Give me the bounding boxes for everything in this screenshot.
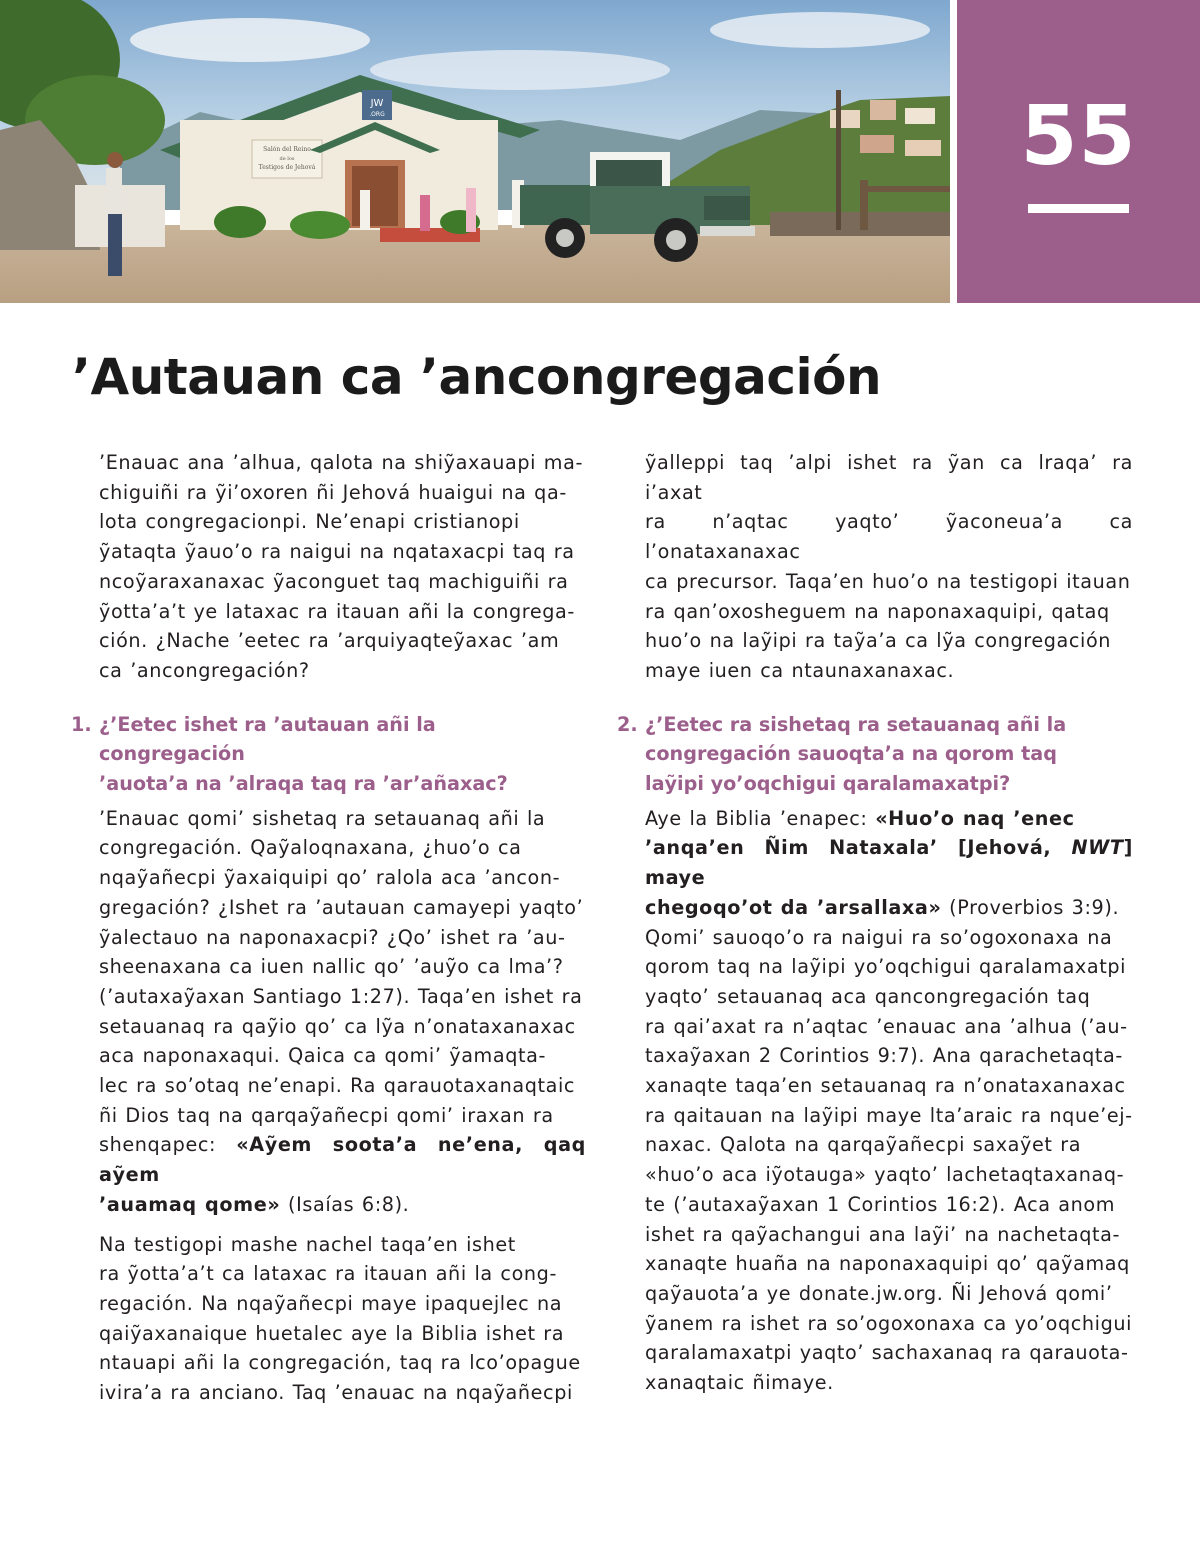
lesson-number-panel <box>957 0 1200 303</box>
cloud <box>370 50 670 90</box>
p4-line: naxac. Qalota na qarqaỹañecpi saxaỹet ra <box>645 1133 1082 1157</box>
left-column <box>71 448 586 1408</box>
question-2-line: ¿’Eetec ra sishetaq ra setauanaq añi la <box>645 712 1067 736</box>
p2-line: qaiỹaxanaique huetalec aye la Biblia ishet ra <box>99 1321 565 1345</box>
sign-text-2: de los <box>279 156 295 162</box>
p1-line: shenqapec: <box>99 1133 237 1157</box>
p1-line: gregación? ¿Ishet ra ’autauan camayepi yaqto’ <box>99 895 584 919</box>
lesson-number: 55 <box>1020 89 1137 184</box>
intro-line: ción. ¿Nache ’eetec ra ’arquiyaqteỹaxac ’am <box>99 629 560 653</box>
p1-line: ỹalectauo na naponaxacpi? ¿Qo’ ishet ra ’au- <box>99 925 566 949</box>
question-2-number: 2. <box>617 712 638 736</box>
proverbs-quote: «Huo’o naq ’enec <box>875 806 1075 830</box>
person <box>108 214 122 276</box>
spacer <box>99 686 586 710</box>
p4-line: «huo’o aca iỹotauga» yaqto’ lachetaqtaxanaq- <box>645 1163 1125 1187</box>
intro-line: ca ’ancongregación? <box>99 658 310 682</box>
nwt-abbreviation: NWT <box>1071 836 1124 860</box>
p2-line: Na testigopi mashe nachel taqa’en ishet <box>99 1232 516 1256</box>
p4-line: xanaqte huaña na naponaxaquipi qo’ qaỹamaq <box>645 1252 1130 1276</box>
right-column <box>617 448 1133 1398</box>
porch-shadow <box>352 166 398 226</box>
p4-line: Qomi’ sauoqo’o ra naigui ra so’ogoxonaxa na <box>645 925 1113 949</box>
p1-line: (’autaxaỹaxan Santiago 1:27). Taqa’en ishet ra <box>99 984 583 1008</box>
intro-line: ỹataqta ỹauo’o ra naigui na nqataxacpi taq ra <box>99 540 575 564</box>
proverbs-quote-part: ’anqa’en Ñim Nataxala’ [Jehová, <box>645 836 1072 860</box>
cloud <box>130 18 370 62</box>
p4-line: ra qai’axat ra n’aqtac ’enauac ana ’alhua (’au- <box>645 1014 1128 1038</box>
cloud <box>710 12 930 48</box>
p3-line: ra qan’oxosheguem na naponaxaquipi, qataq <box>645 599 1110 623</box>
p4-line: xanaqte taqa’en setauanaq ra n’onataxanaxac <box>645 1074 1126 1098</box>
kingdom-hall-scene <box>0 0 950 303</box>
paragraph-1 <box>99 804 586 1220</box>
person <box>420 195 430 231</box>
utility-pole <box>836 90 841 230</box>
proverbs-reference: (Proverbios 3:9). <box>941 895 1120 919</box>
intro-line: ’Enauac ana ’alhua, qalota na shiỹaxauapi ma- <box>99 451 583 474</box>
p4-line: taxaỹaxan 2 Corintios 9:7). Ana qarachetaqta- <box>645 1044 1123 1068</box>
p1-line: congregación. Qaỹaloqnaxana, ¿huo’o ca <box>99 836 522 860</box>
p4-line: qorom taq na laỹipi yo’oqchigui qaralamaxatpi <box>645 955 1127 979</box>
jw-logo-top: JW <box>370 98 384 109</box>
question-2-line: congregación sauoqta’a na qorom taq <box>645 742 1057 766</box>
isaiah-reference: (Isaías 6:8). <box>280 1192 410 1216</box>
p1-line: lec ra so’otaq ne’enapi. Ra qarauotaxanaqtaic <box>99 1074 576 1098</box>
p1-line: aca naponaxaqui. Qaica ca qomi’ ỹamaqta- <box>99 1044 546 1068</box>
p4-intro: Aye la Biblia ’enapec: <box>645 806 876 830</box>
p3-line: maye iuen ca ntaunaxanaxac. <box>645 658 955 682</box>
sign-text-3: Testigos de Jehová <box>258 164 316 171</box>
p1-line: ’Enauac qomi’ sishetaq ra setauanaq añi la <box>99 806 546 830</box>
proverbs-quote: chegoqo’ot da ’arsallaxa» <box>645 895 942 919</box>
isaiah-quote: ’auamaq qome» <box>99 1192 281 1216</box>
paragraph-3 <box>645 448 1133 686</box>
person-head <box>107 152 123 168</box>
p3-line: ra n’aqtac yaqto’ ỹaconeua’a ca l’onataxanaxac <box>645 510 1133 564</box>
p1-line: setauanaq ra qaỹio qo’ ca lỹa n’onataxanaxac <box>99 1014 576 1038</box>
spacer <box>99 1220 586 1230</box>
fence-rail <box>860 186 950 192</box>
p1-line: nqaỹañecpi ỹaxaiquipi qo’ ralola aca ’ancon- <box>99 866 561 890</box>
hill-house <box>905 140 941 156</box>
person <box>466 188 476 232</box>
shrub <box>214 206 266 238</box>
person <box>106 168 122 214</box>
p2-line: ntauapi añi la congregación, taq ra lco’opague <box>99 1351 581 1375</box>
p2-line: ra ỹotta’a’t ca lataxac ra itauan añi la cong- <box>99 1262 557 1286</box>
proverbs-quote-part: ] maye <box>645 836 1133 890</box>
p4-line: ishet ra qaỹachangui ana laỹi’ na nachetaqta- <box>645 1222 1120 1246</box>
p2-line: regación. Na nqaỹañecpi maye ipaquejlec na <box>99 1291 563 1315</box>
jw-logo-bottom: .ORG <box>369 111 385 118</box>
intro-line: lota congregacionpi. Ne’enapi cristianopi <box>99 510 520 534</box>
question-2-heading <box>617 710 1133 799</box>
question-1-number: 1. <box>71 712 92 736</box>
person <box>360 190 370 230</box>
spacer <box>645 686 1133 710</box>
isaiah-quote: «Aỹem soota’a ne’ena, qaq aỹem <box>99 1133 586 1187</box>
question-1-line: ¿’Eetec ishet ra ’autauan añi la congregación <box>99 712 436 766</box>
question-1-line: ’auota’a na ’alraqa taq ra ’ar’añaxac? <box>99 772 508 796</box>
p3-line: ca precursor. Taqa’en huo’o na testigopi itauan <box>645 569 1131 593</box>
p1-line: ñi Dios taq na qarqaỹañecpi qomi’ iraxan ra <box>99 1103 554 1127</box>
p4-line: te (’autaxaỹaxan 1 Corintios 16:2). Aca anom <box>645 1192 1116 1216</box>
proverbs-quote <box>645 836 1133 889</box>
question-2-line: laỹipi yo’oqchigui qaralamaxatpi? <box>645 772 1011 796</box>
p4-line: xanaqtaic ñimaye. <box>645 1371 834 1395</box>
p3-line: ỹalleppi taq ’alpi ishet ra ỹan ca lraqa’ ra i’axat <box>645 451 1133 504</box>
lesson-number-underline <box>1028 204 1129 213</box>
paragraph-2 <box>99 1230 586 1408</box>
intro-line: chiguiñi ra ỹi’oxoren ñi Jehová huaigui na qa- <box>99 480 567 504</box>
lesson-title: ’Autauan ca ’ancongregación <box>72 348 882 406</box>
hill-house <box>830 110 860 128</box>
intro-paragraph <box>99 448 586 686</box>
shrub <box>290 211 350 239</box>
p4-line: qaỹauota’a ye donate.jw.org. Ñi Jehová qomi’ <box>645 1281 1113 1305</box>
hill-house <box>860 135 894 153</box>
p4-line: ỹanem ra ishet ra so’ogoxonaxa ca yo’oqchigui <box>645 1311 1133 1335</box>
paragraph-4 <box>645 804 1133 1398</box>
p4-line: yaqto’ setauanaq aca qancongregación taq <box>645 984 1091 1008</box>
p4-line: ra qaitauan na laỹipi maye lta’araic ra nque’ej- <box>645 1103 1133 1127</box>
sign-text-1: Salón del Reino <box>263 146 311 153</box>
intro-line: ncoỹaraxanaxac ỹaconguet taq machiguiñi ra <box>99 569 569 593</box>
p4-line: qaralamaxatpi yaqto’ sachaxanaq ra qarauota- <box>645 1341 1129 1365</box>
question-1-heading <box>71 710 586 799</box>
hill-house <box>905 108 935 124</box>
hero-illustration <box>0 0 950 303</box>
intro-line: ỹotta’a’t ye lataxac ra itauan añi la congrega- <box>99 599 575 623</box>
p3-line: huo’o na laỹipi ra taỹa’a ca lỹa congregación <box>645 629 1112 653</box>
p1-line: sheenaxana ca iuen nallic qo’ ’auỹo ca lma’? <box>99 955 564 979</box>
hill-house <box>870 100 896 120</box>
p2-line: ivira’a ra anciano. Taq ’enauac na nqaỹañecpi <box>99 1381 573 1405</box>
